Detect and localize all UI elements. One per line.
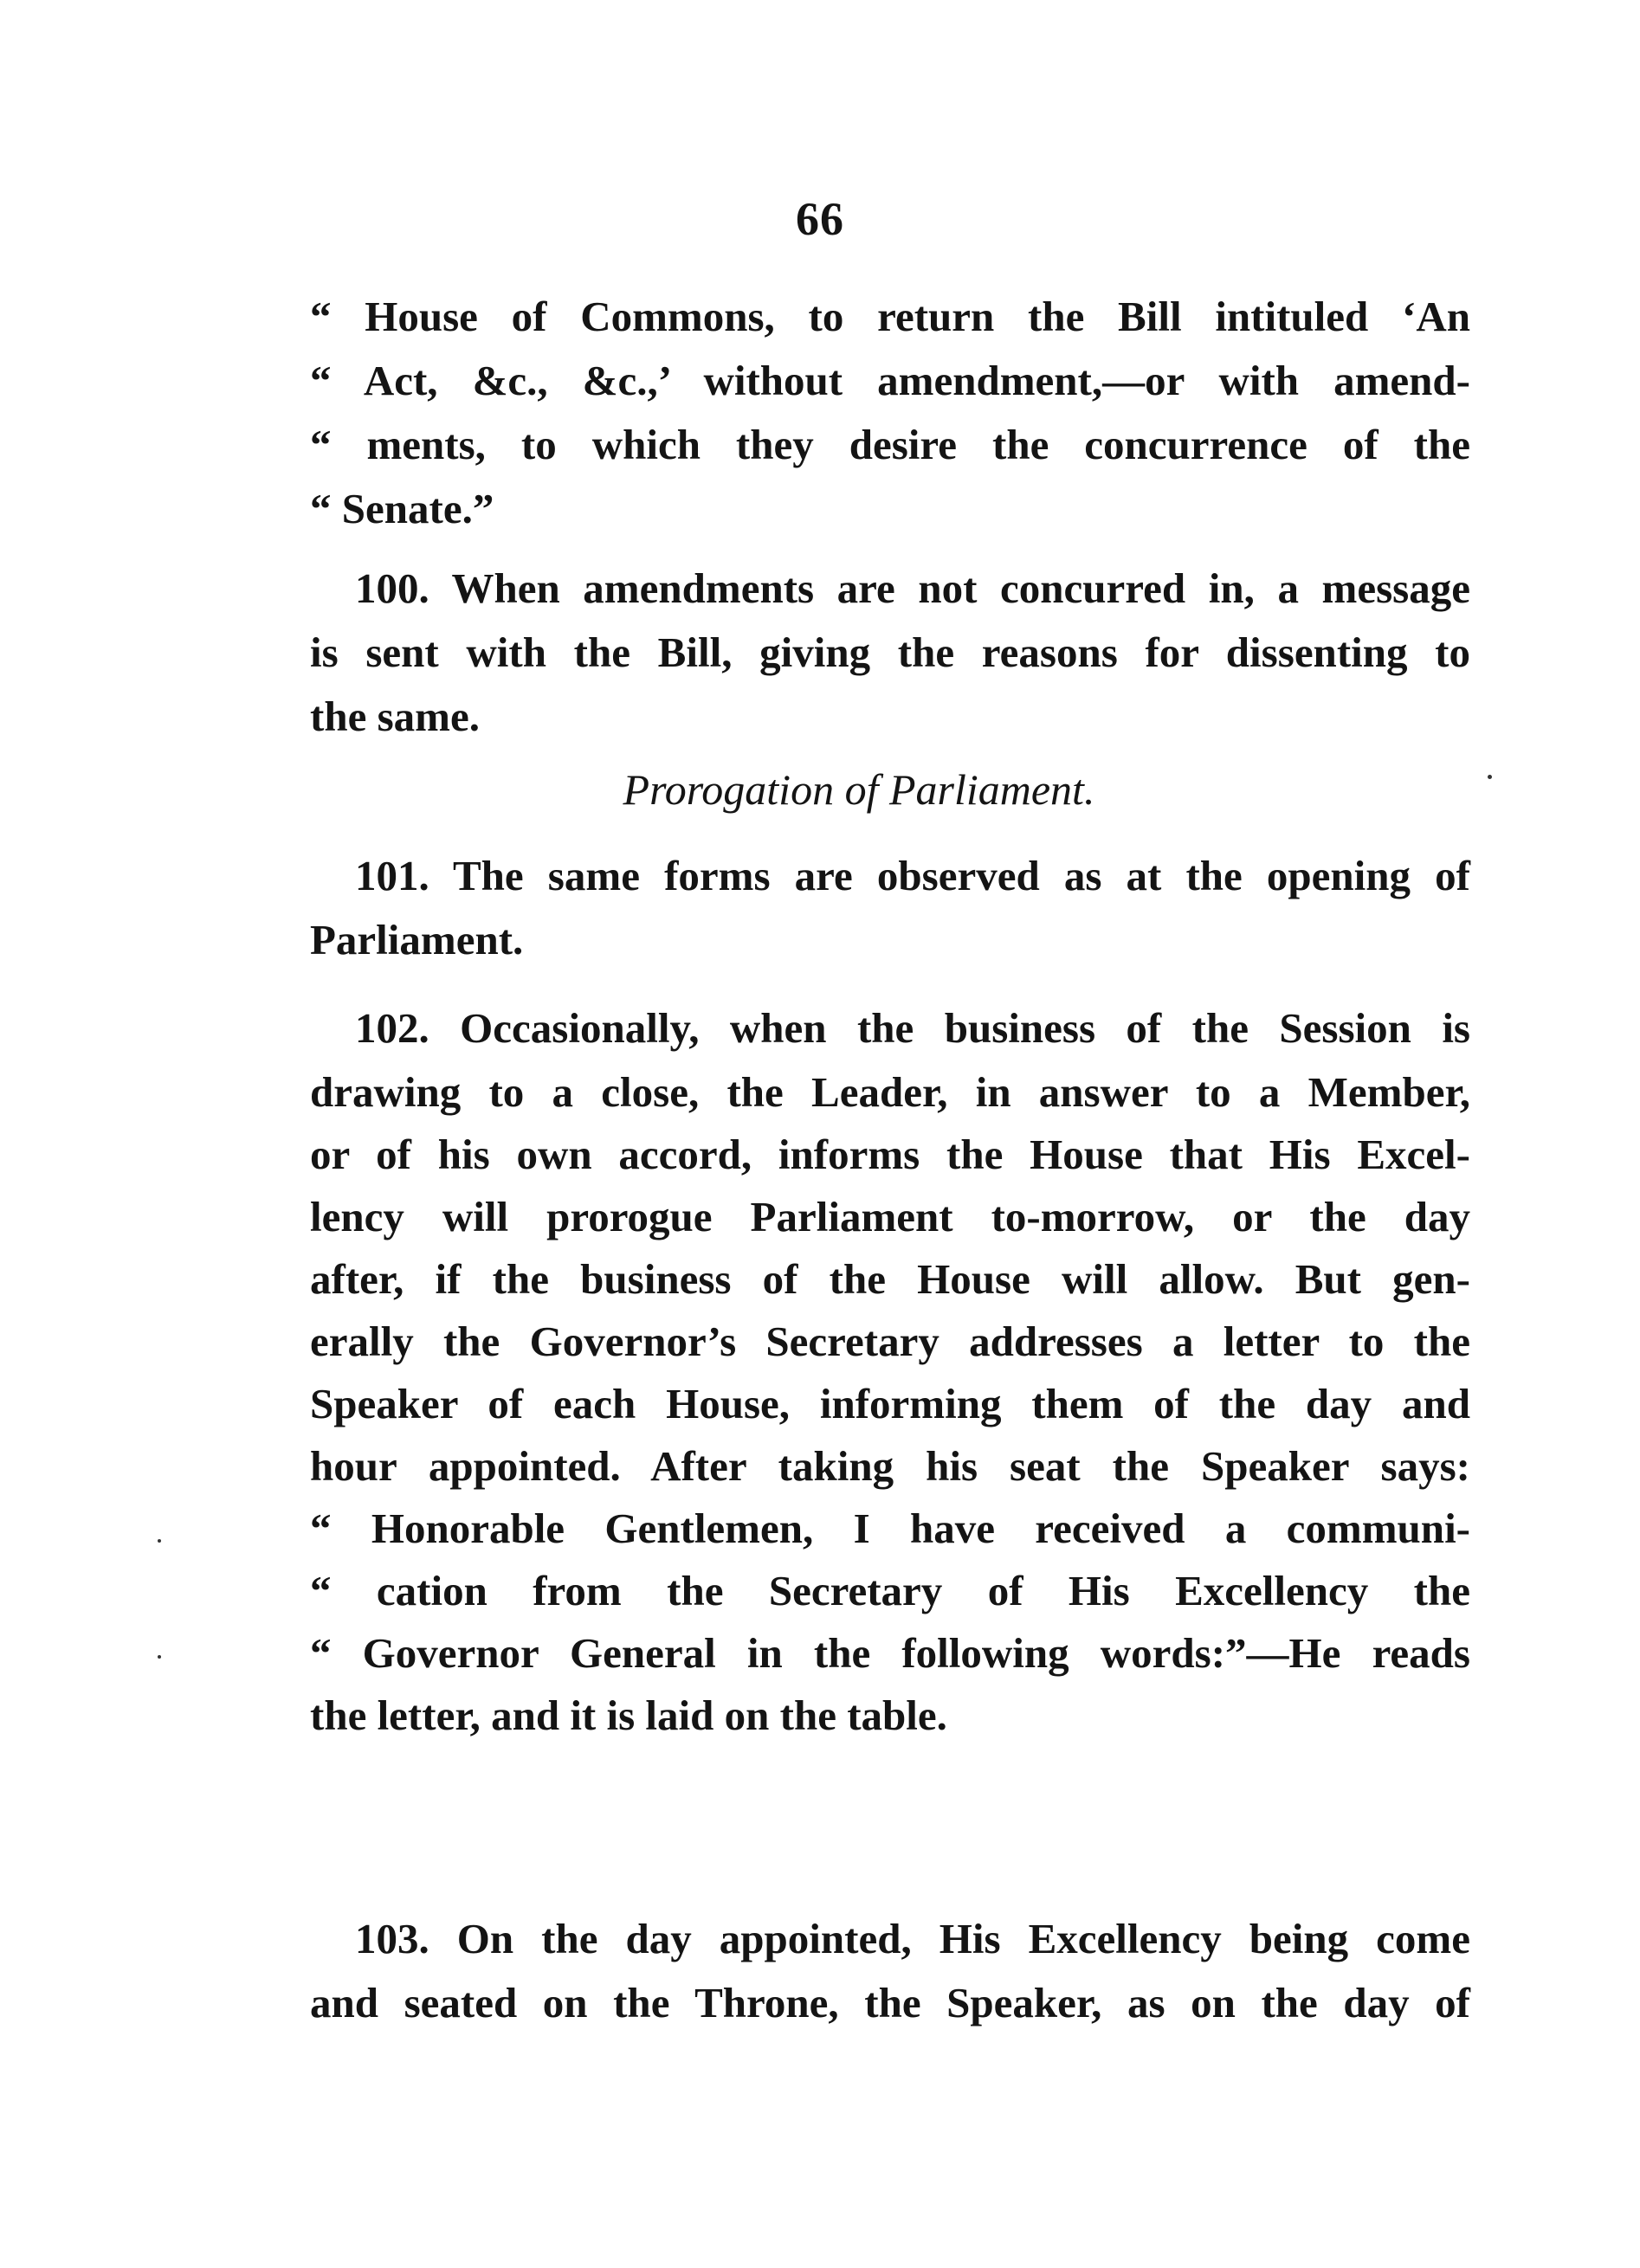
page-number: 66 [796,193,844,245]
paragraph-102-line: lency will prorogue Parliament to-morrow, or the day [310,1193,1470,1240]
paragraph-100-line: 100. When amendments are not concurred in, a message [355,564,1470,612]
paragraph-102-line: drawing to a close, the Leader, in answer to a Member, [310,1068,1470,1116]
paragraph-102-line: “ Honorable Gentlemen, I have received a communi- [310,1504,1470,1552]
paragraph-102-line: “ Governor General in the following words:”—He reads [310,1629,1470,1677]
paragraph-101-line: 101. The same forms are observed as at the opening of [355,852,1470,899]
scan-speck [158,1539,161,1543]
text-line: “ ments, to which they desire the concurrence of the [310,421,1470,468]
paragraph-100-line: is sent with the Bill, giving the reasons for dissenting to [310,628,1470,676]
section-heading: Prorogation of Parliament. [623,765,1095,814]
scan-speck [1488,775,1492,779]
paragraph-102-line: Speaker of each House, informing them of the day and [310,1380,1470,1427]
paragraph-103-line: 103. On the day appointed, His Excellency being come [355,1915,1470,1962]
paragraph-102-line: after, if the business of the House will allow. But gen- [310,1255,1470,1303]
paragraph-102-line: or of his own accord, informs the House that His Excel- [310,1131,1470,1178]
paragraph-102-line: hour appointed. After taking his seat the Speaker says: [310,1442,1470,1490]
paragraph-100-line: the same. [310,693,480,740]
paragraph-102-line: “ cation from the Secretary of His Excellency the [310,1567,1470,1614]
text-line: “ House of Commons, to return the Bill intituled ‘An [310,293,1470,340]
text-line: “ Senate.” [310,485,494,532]
paragraph-103-line: and seated on the Throne, the Speaker, as on the day of [310,1979,1470,2026]
paragraph-102-line: 102. Occasionally, when the business of the Session is [355,1004,1470,1052]
scan-speck [158,1655,161,1659]
paragraph-102-line: the letter, and it is laid on the table. [310,1691,947,1739]
paragraph-102-line: erally the Governor’s Secretary addresses a letter to the [310,1318,1470,1365]
paragraph-101-line: Parliament. [310,916,524,963]
text-line: “ Act, &c., &c.,’ without amendment,—or with amend- [310,357,1470,404]
